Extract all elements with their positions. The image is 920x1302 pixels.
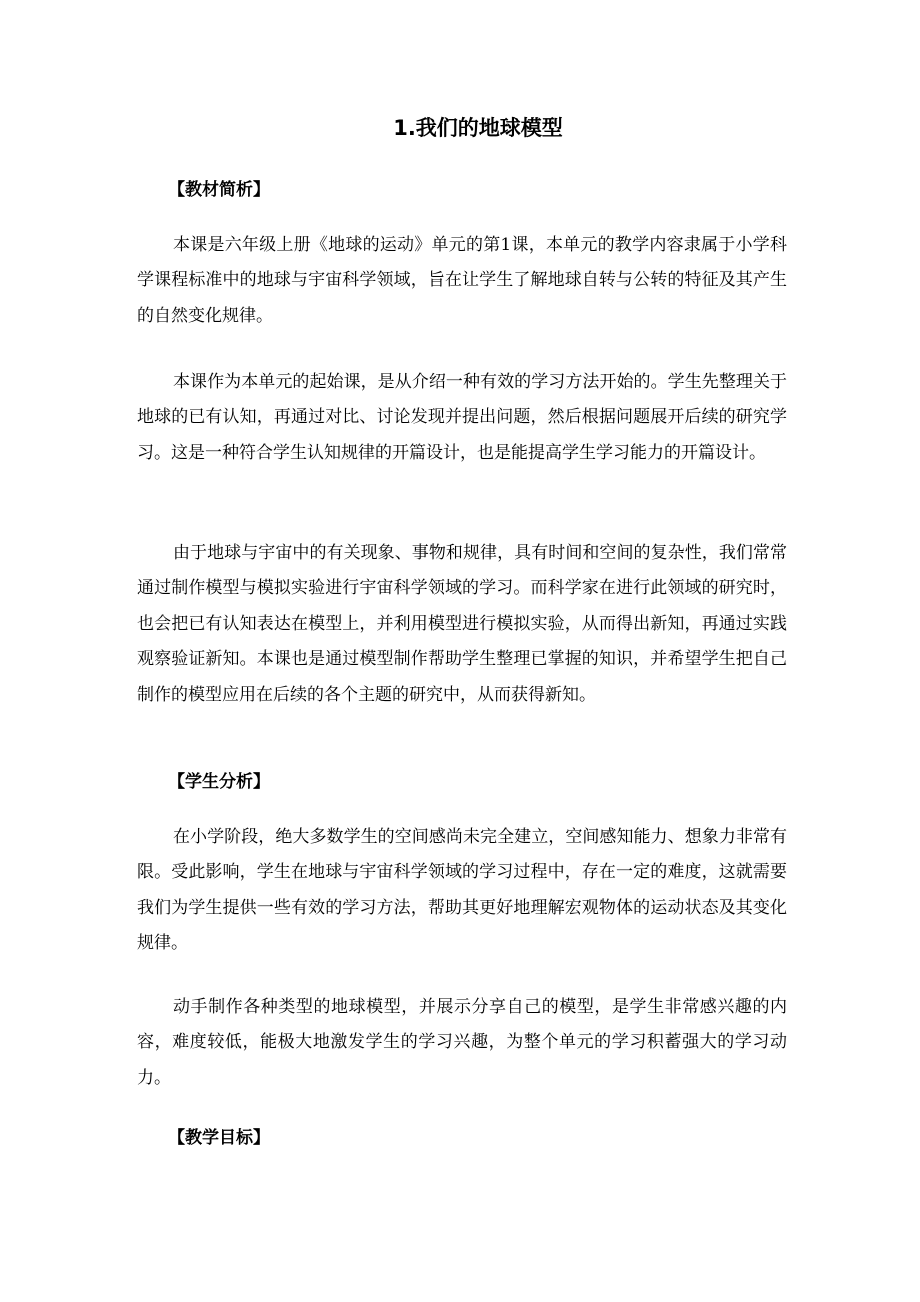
paragraph: 在小学阶段，绝大多数学生的空间感尚未完全建立，空间感知能力、想象力非常有限。受此影响，学生在地球与宇宙科学领域的学习过程中，存在一定的难度，这就需要我们为学生提供一些有效的学习方法，帮助其更好地理解宏观物体的运动状态及其变化规律。 [137,827,787,954]
section-heading-textbook-analysis: 【教材简析】 [168,180,270,200]
document-title: 1.我们的地球模型 [393,116,563,140]
paragraph: 本课作为本单元的起始课，是从介绍一种有效的学习方法开始的。学生先整理关于地球的已有认知，再通过对比、讨论发现并提出问题，然后根据问题展开后续的研究学习。这是一种符合学生认知规律的开篇设计，也是能提高学生学习能力的开篇设计。 [137,372,787,463]
section-heading-teaching-goals: 【教学目标】 [168,1128,270,1148]
paragraph: 动手制作各种类型的地球模型，并展示分享自己的模型，是学生非常感兴趣的内容，难度较低，能极大地激发学生的学习兴趣，为整个单元的学习积蓄强大的学习动力。 [137,997,787,1088]
paragraph: 本课是六年级上册《地球的运动》单元的第1课，本单元的教学内容隶属于小学科学课程标准中的地球与宇宙科学领域，旨在让学生了解地球自转与公转的特征及其产生的自然变化规律。 [137,235,787,326]
paragraph: 由于地球与宇宙中的有关现象、事物和规律，具有时间和空间的复杂性，我们常常通过制作模型与模拟实验进行宇宙科学领域的学习。而科学家在进行此领域的研究时，也会把已有认知表达在模型上，并利用模型进行模拟实验，从而得出新知，再通过实践观察验证新知。本课也是通过模型制作帮助学生整理已掌握的知识，并希望学生把自己制作的模型应用在后续的各个主题的研究中，从而获得新知。 [137,543,787,705]
section-heading-student-analysis: 【学生分析】 [168,772,270,792]
